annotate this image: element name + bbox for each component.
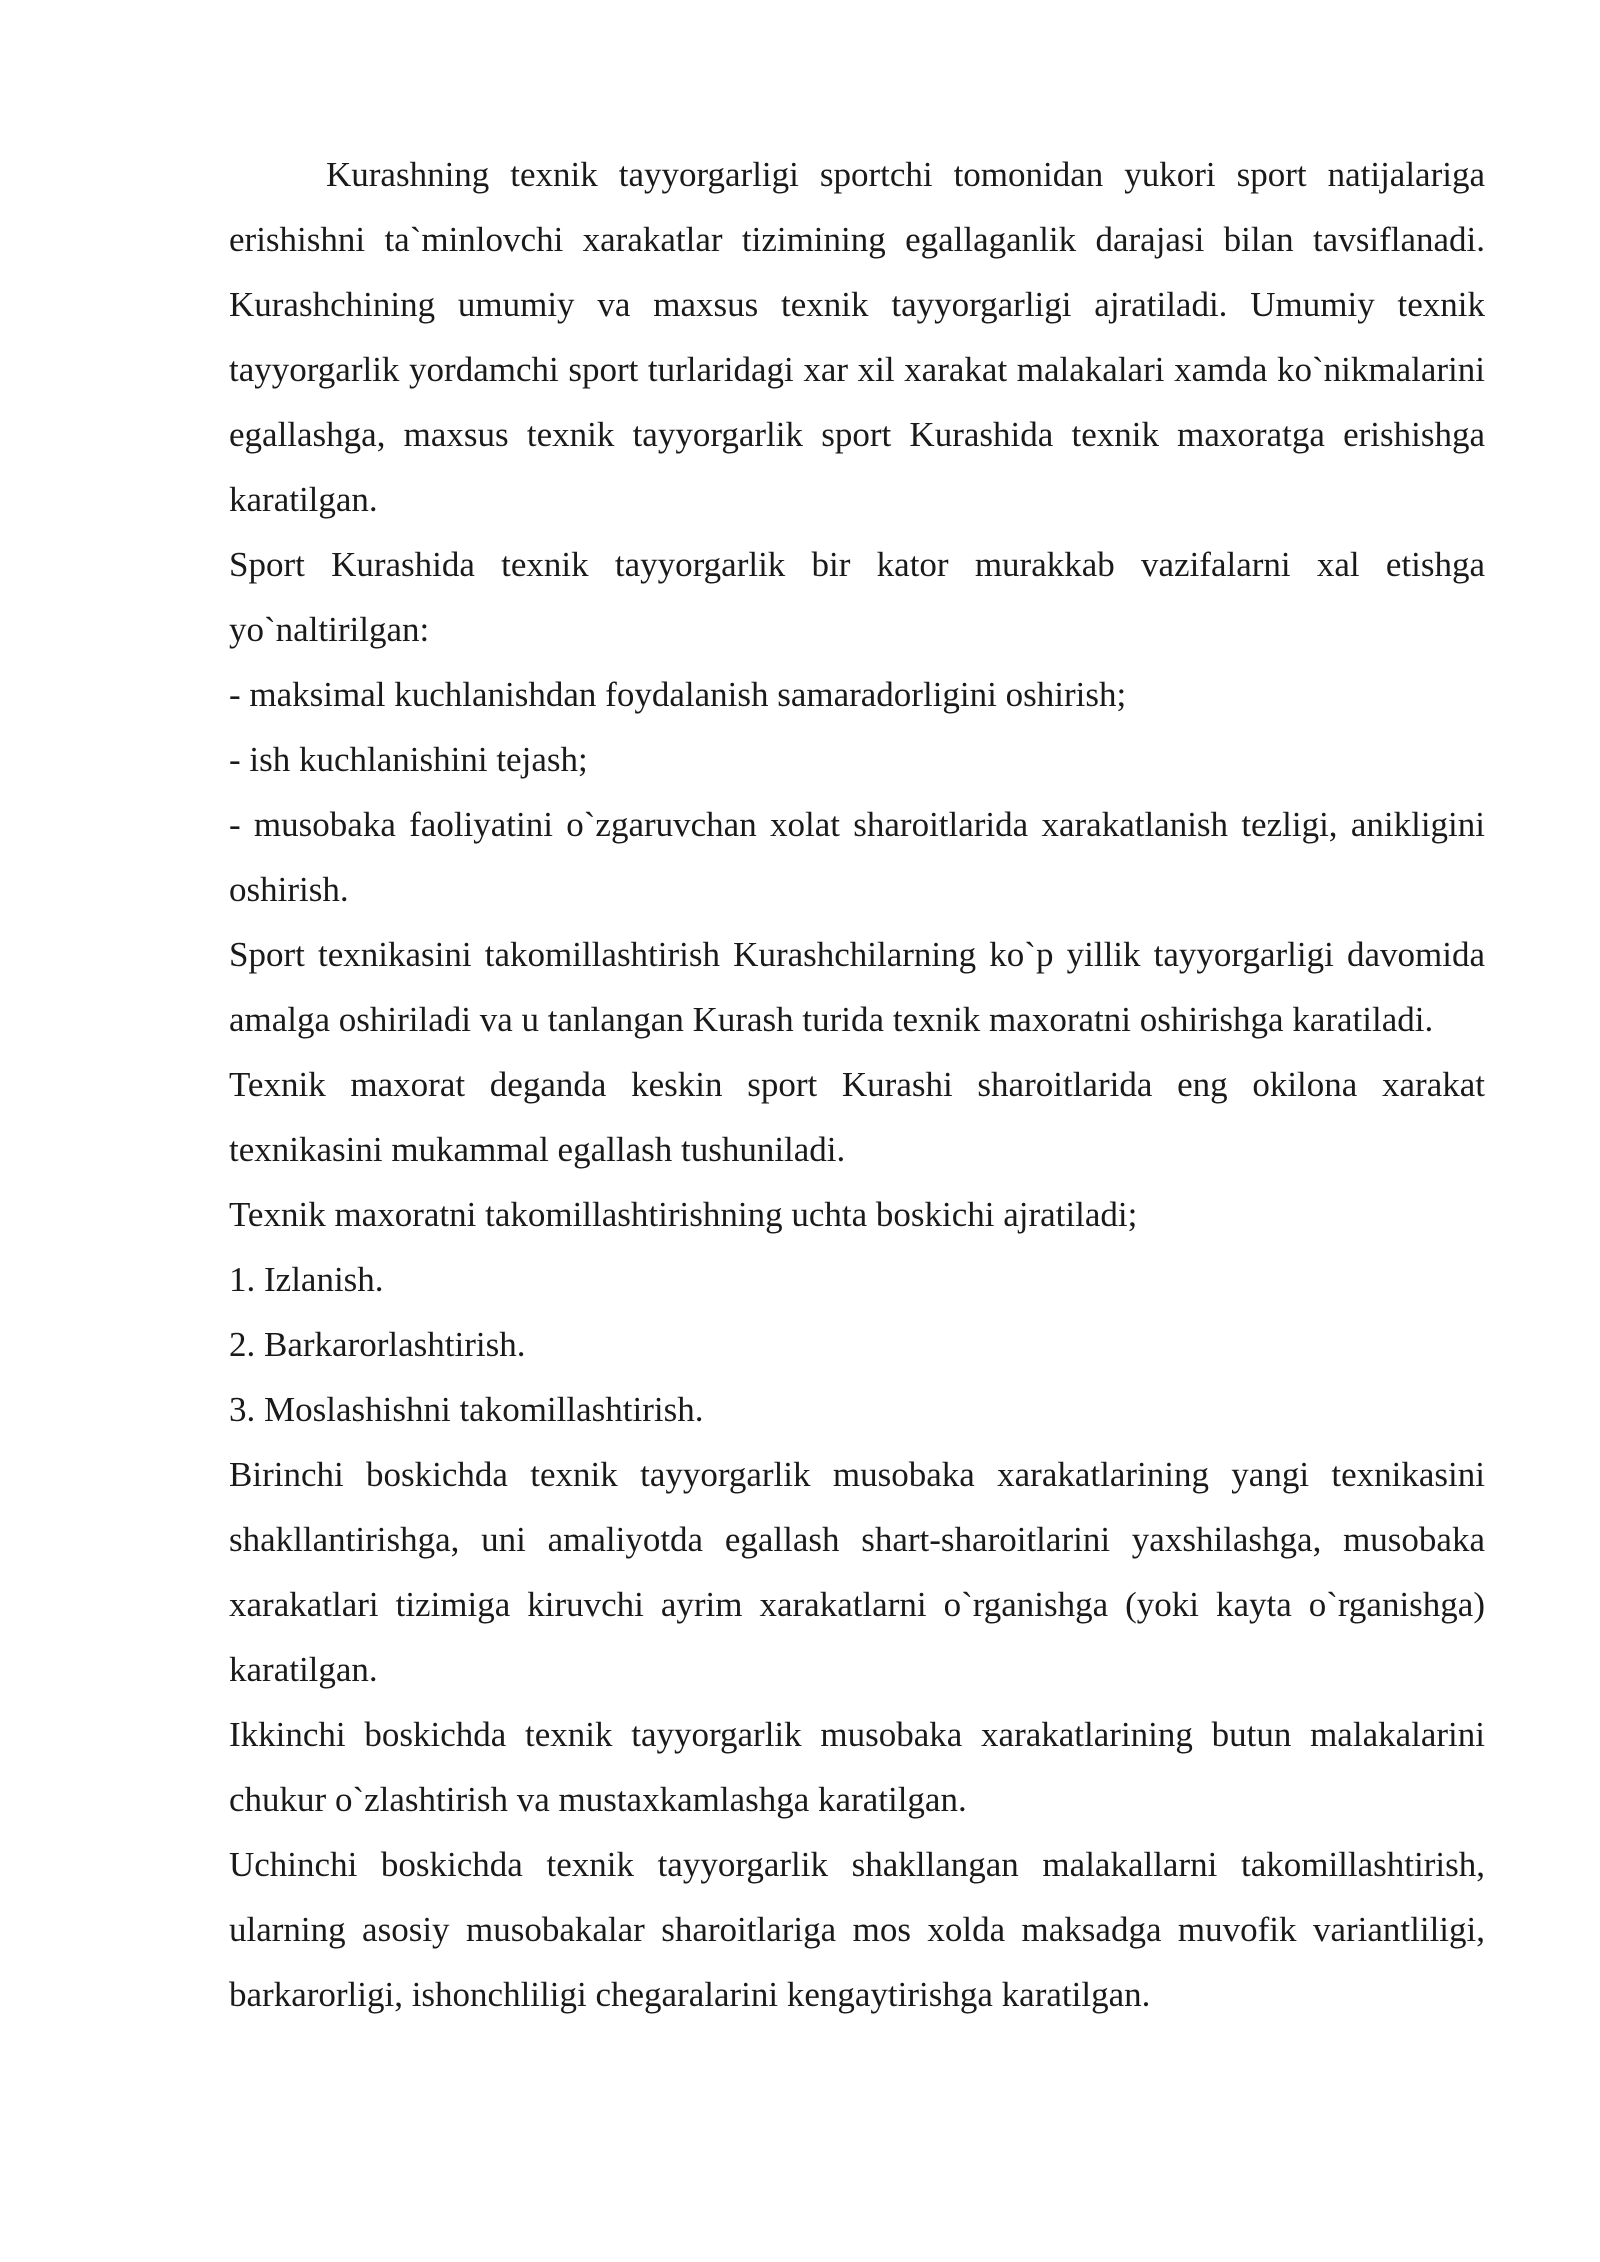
- paragraph-stages-intro: Texnik maxoratni takomillashtirishning uchta boskichi ajratiladi;: [229, 1195, 1138, 1234]
- list-item-stage-3: 3. Moslashishni takomillashtirish.: [229, 1390, 704, 1429]
- list-item-task-2: - ish kuchlanishini tejash;: [229, 740, 588, 779]
- list-item-task-1: - maksimal kuchlanishdan foydalanish samaradorligini oshirish;: [229, 675, 1127, 714]
- list-item-task-3: - musobaka faoliyatini o`zgaruvchan xolat sharoitlarida xarakatlanish tezligi, anikligini oshirish.: [229, 805, 1485, 909]
- paragraph-second-stage: Ikkinchi boskichda texnik tayyorgarlik musobaka xarakatlarining butun malakalarini chukur o`zlashtirish va mustaxkamlashga karatilgan.: [229, 1715, 1485, 1819]
- paragraph-third-stage: Uchinchi boskichda texnik tayyorgarlik shakllangan malakallarni takomillashtirish, ularning asosiy musobakalar sharoitlariga mos xolda maksadga muvofik variantliligi, barkarorligi, ishonchliligi chegaralarini kengaytirishga karatilgan.: [229, 1845, 1485, 2014]
- document-body: [229, 142, 1485, 2027]
- paragraph-tasks-intro: Sport Kurashida texnik tayyorgarlik bir kator murakkab vazifalarni xal etishga yo`naltirilgan:: [229, 545, 1485, 649]
- list-item-stage-2: 2. Barkarorlashtirish.: [229, 1325, 526, 1364]
- paragraph-intro: Kurashning texnik tayyorgarligi sportchi tomonidan yukori sport natijalariga erishishni ta`minlovchi xarakatlar tizimining egallaganlik darajasi bilan tavsiflanadi. Kurashchining umumiy va maxsus texnik tayyorgarligi ajratiladi. Umumiy texnik tayyorgarlik yordamchi sport turlaridagi xar xil xarakat malakalari xamda ko`nikmalarini egallashga, maxsus texnik tayyorgarlik sport Kurashida texnik maxoratga erishishga karatilgan.: [229, 155, 1485, 519]
- paragraph-first-stage: Birinchi boskichda texnik tayyorgarlik musobaka xarakatlarining yangi texnikasini shakllantirishga, uni amaliyotda egallash shart-sharoitlarini yaxshilashga, musobaka xarakatlari tizimiga kiruvchi ayrim xarakatlarni o`rganishga (yoki kayta o`rganishga) karatilgan.: [229, 1455, 1485, 1689]
- paragraph-improvement: Sport texnikasini takomillashtirish Kurashchilarning ko`p yillik tayyorgarligi davomida amalga oshiriladi va u tanlangan Kurash turida texnik maxoratni oshirishga karatiladi.: [229, 935, 1485, 1039]
- paragraph-mastery: Texnik maxorat deganda keskin sport Kurashi sharoitlarida eng okilona xarakat texnikasini mukammal egallash tushuniladi.: [229, 1065, 1485, 1169]
- list-item-stage-1: 1. Izlanish.: [229, 1260, 384, 1299]
